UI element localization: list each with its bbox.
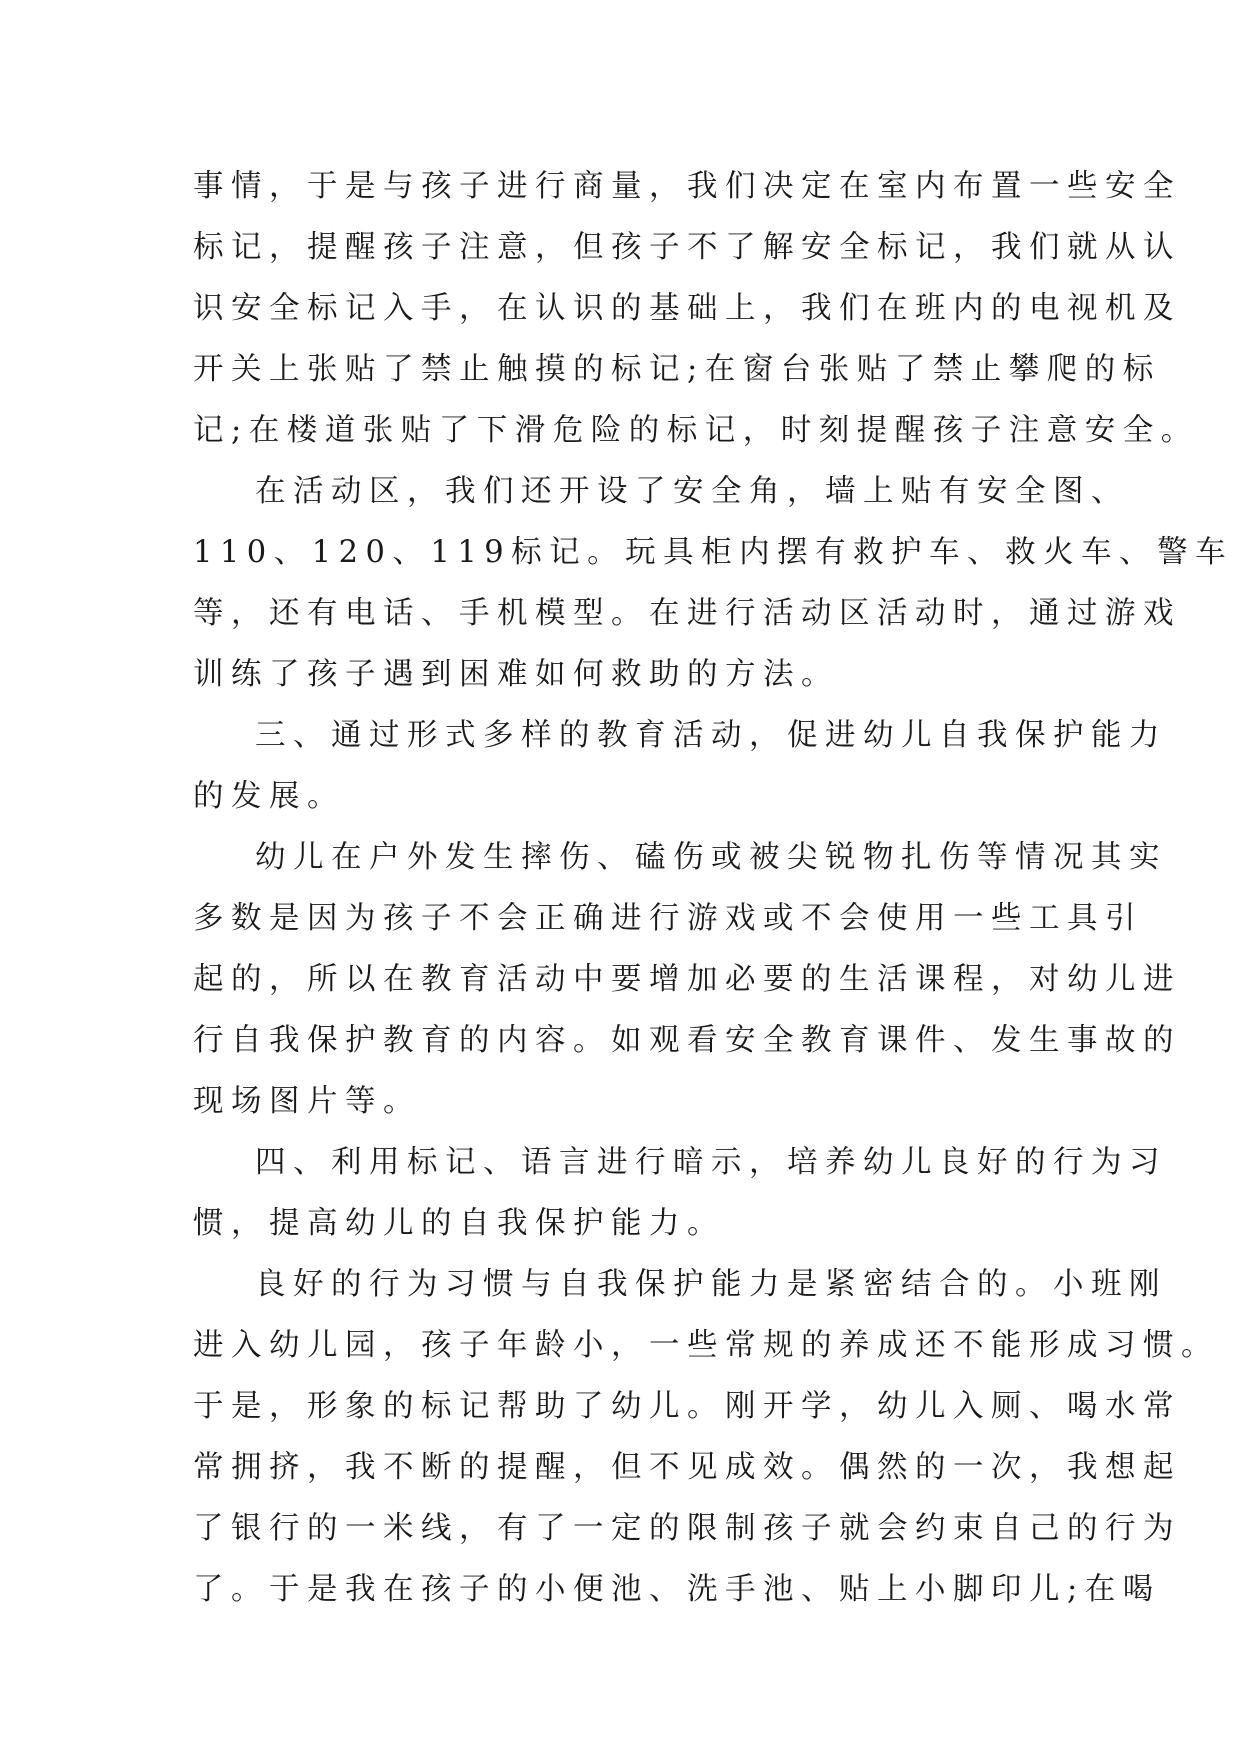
section-heading-line: 惯，提高幼儿的自我保护能力。 [193,1206,725,1241]
text-line: 识安全标记入手，在认识的基础上，我们在班内的电视机及 [193,291,1181,326]
text-line: 行自我保护教育的内容。如观看安全教育课件、发生事故的 [193,1023,1181,1058]
section-heading-line: 四、利用标记、语言进行暗示，培养幼儿良好的行为习 [255,1145,1167,1180]
text-line: 标记，提醒孩子注意，但孩子不了解安全标记，我们就从认 [193,230,1181,265]
text-line: 110、120、119标记。玩具柜内摆有救护车、救火车、警车 [193,535,1234,570]
text-line: 起的，所以在教育活动中要增加必要的生活课程，对幼儿进 [193,962,1181,997]
text-line: 记;在楼道张贴了下滑危险的标记，时刻提醒孩子注意安全。 [193,413,1199,448]
section-heading-line: 的发展。 [193,779,345,814]
paragraph-start-line: 幼儿在户外发生摔伤、磕伤或被尖锐物扎伤等情况其实 [255,840,1167,875]
text-line: 了银行的一米线，有了一定的限制孩子就会约束自己的行为 [193,1511,1181,1546]
text-line: 等，还有电话、手机模型。在进行活动区活动时，通过游戏 [193,596,1181,631]
text-line: 事情，于是与孩子进行商量，我们决定在室内布置一些安全 [193,169,1181,204]
text-line: 多数是因为孩子不会正确进行游戏或不会使用一些工具引 [193,901,1143,936]
text-line: 训练了孩子遇到困难如何救助的方法。 [193,657,839,692]
section-heading-line: 三、通过形式多样的教育活动，促进幼儿自我保护能力 [255,718,1167,753]
text-line: 现场图片等。 [193,1084,421,1119]
text-line: 开关上张贴了禁止触摸的标记;在窗台张贴了禁止攀爬的标 [193,352,1161,387]
text-line: 了。于是我在孩子的小便池、洗手池、贴上小脚印儿;在喝 [193,1572,1161,1607]
document-body [193,156,1234,1620]
text-line: 于是，形象的标记帮助了幼儿。刚开学，幼儿入厕、喝水常 [193,1389,1181,1424]
paragraph-start-line: 在活动区，我们还开设了安全角，墙上贴有安全图、 [255,474,1129,509]
paragraph-start-line: 良好的行为习惯与自我保护能力是紧密结合的。小班刚 [255,1267,1167,1302]
text-line: 进入幼儿园，孩子年龄小，一些常规的养成还不能形成习惯。 [193,1328,1219,1363]
text-line: 常拥挤，我不断的提醒，但不见成效。偶然的一次，我想起 [193,1450,1181,1485]
